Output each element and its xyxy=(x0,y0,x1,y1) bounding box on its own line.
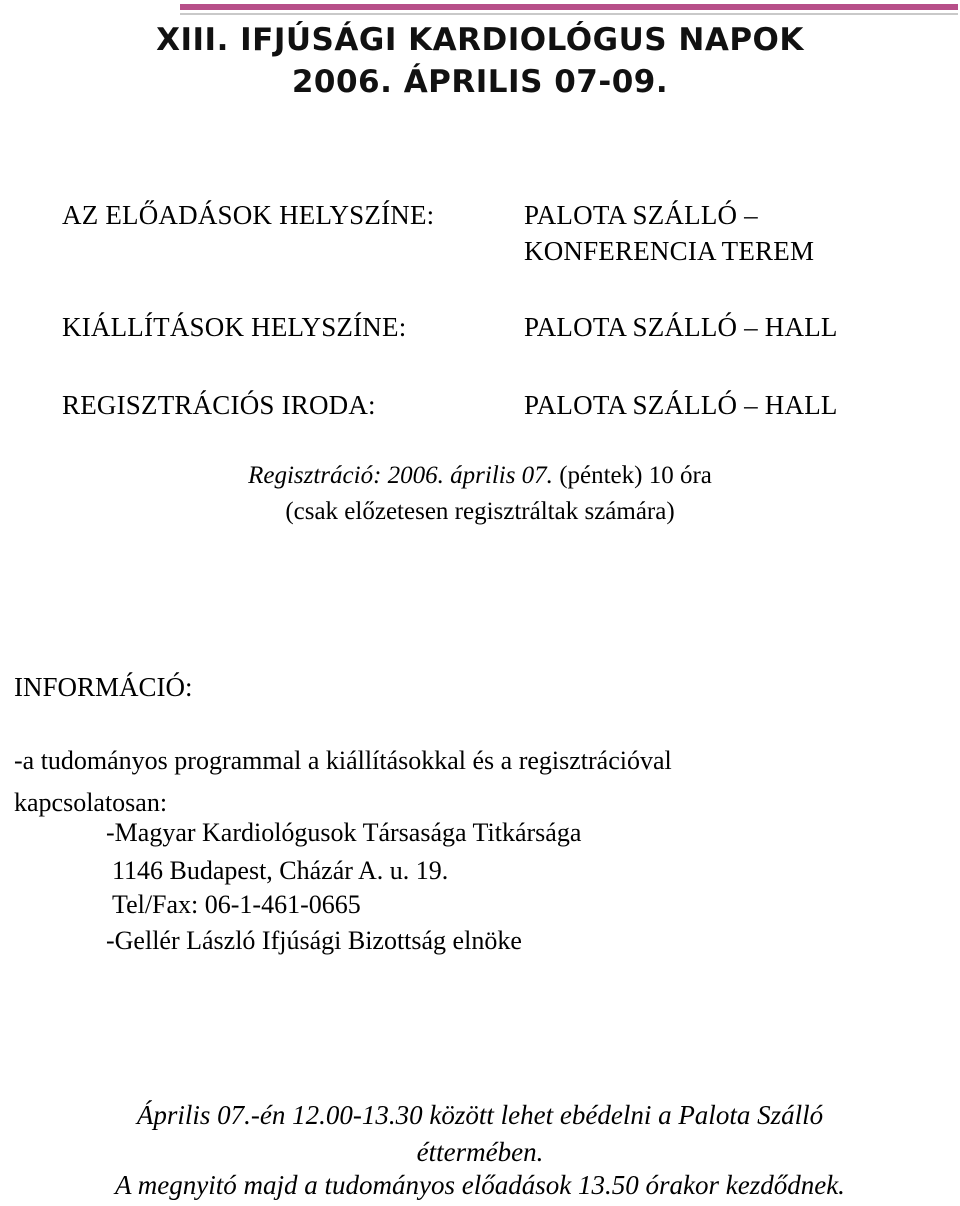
lectures-venue-value-line1: PALOTA SZÁLLÓ – xyxy=(524,200,758,230)
header-rule-thin xyxy=(180,13,958,15)
lectures-venue-label: AZ ELŐADÁSOK HELYSZÍNE: xyxy=(62,200,435,230)
exhibitions-venue-label: KIÁLLÍTÁSOK HELYSZÍNE: xyxy=(62,312,407,342)
registration-time xyxy=(0,462,960,490)
lunch-line: éttermében. xyxy=(416,1137,544,1167)
info-line: kapcsolatosan: xyxy=(14,788,168,817)
info-line: -Magyar Kardiológusok Társasága Titkársága xyxy=(106,818,582,847)
registration-office-value: PALOTA SZÁLLÓ – HALL xyxy=(524,390,838,420)
lunch-line: Április 07.-én 12.00-13.30 között lehet ebédelni a Palota Szálló xyxy=(136,1100,824,1130)
info-line: -a tudományos programmal a kiállításokkal és a regisztrációval xyxy=(14,746,672,775)
info-line: 1146 Budapest, Cházár A. u. 19. xyxy=(112,856,449,885)
event-date: 2006. ÁPRILIS 07-09. xyxy=(291,64,669,100)
opening-line: A megnyitó majd a tudományos előadások 13.50 órakor kezdődnek. xyxy=(115,1170,845,1200)
registration-date: Regisztráció: 2006. április 07. xyxy=(248,462,553,489)
lectures-venue-value-line2: KONFERENCIA TEREM xyxy=(524,236,815,266)
exhibitions-venue-value: PALOTA SZÁLLÓ – HALL xyxy=(524,312,838,342)
info-line: Tel/Fax: 06-1-461-0665 xyxy=(112,890,361,919)
info-line: -Gellér László Ifjúsági Bizottság elnöke xyxy=(106,926,522,955)
event-title: XIII. IFJÚSÁGI KARDIOLÓGUS NAPOK xyxy=(156,22,804,58)
registration-office-label: REGISZTRÁCIÓS IRODA: xyxy=(62,390,376,420)
registration-note: (csak előzetesen regisztráltak számára) xyxy=(285,498,675,525)
header-rule xyxy=(180,4,958,10)
info-heading: INFORMÁCIÓ: xyxy=(14,672,193,702)
registration-hour: (péntek) 10 óra xyxy=(552,462,712,489)
